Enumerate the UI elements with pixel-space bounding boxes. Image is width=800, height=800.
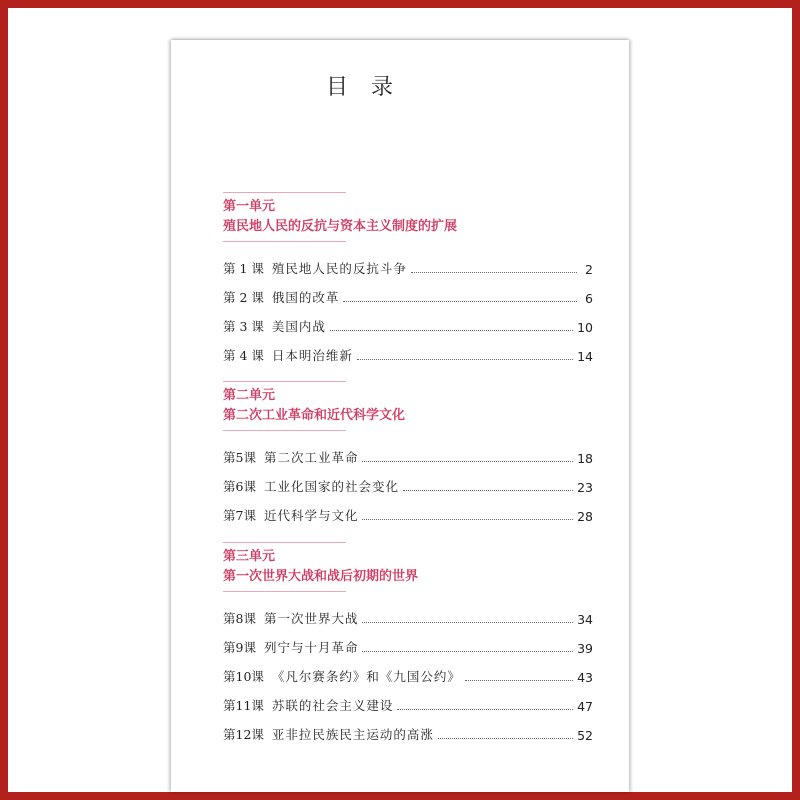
unit-divider-bottom (223, 241, 346, 242)
lesson-page: 6 (585, 291, 593, 306)
lesson-number: 第12课 (223, 727, 264, 742)
lesson-page: 10 (577, 320, 593, 335)
lesson-title: 《凡尔赛条约》和《九国公约》 (271, 669, 461, 684)
lesson-entry[interactable] (223, 306, 593, 335)
lesson-number: 第5课 (223, 450, 256, 465)
lesson-page: 43 (577, 670, 593, 685)
unit-title: 殖民地人民的反抗与资本主义制度的扩展 (223, 219, 458, 234)
leader-dots (362, 519, 573, 520)
unit-label: 第二单元 (223, 388, 276, 403)
lesson-entry[interactable] (223, 466, 593, 495)
lesson-title: 第二次工业革命 (263, 450, 359, 465)
unit-divider-bottom (223, 591, 346, 592)
unit-divider-top (223, 381, 346, 382)
lesson-page: 28 (577, 509, 593, 524)
leader-dots (362, 622, 573, 623)
lesson-title: 日本明治维新 (271, 348, 353, 363)
lesson-entry[interactable] (223, 335, 593, 364)
unit-2 (223, 381, 593, 524)
lesson-title: 第一次世界大战 (263, 611, 359, 626)
unit-label: 第三单元 (223, 549, 276, 564)
lesson-number: 第 1 课 (223, 261, 264, 276)
lesson-title: 苏联的社会主义建设 (271, 698, 394, 713)
lesson-entry[interactable] (223, 495, 593, 524)
leader-dots (357, 359, 573, 360)
leader-dots (403, 490, 573, 491)
lesson-number: 第10课 (223, 669, 264, 684)
lesson-entry[interactable] (223, 437, 593, 466)
lesson-number: 第9课 (223, 640, 256, 655)
leader-dots (362, 651, 573, 652)
lesson-page: 47 (577, 699, 593, 714)
leader-dots (330, 330, 573, 331)
unit-3 (223, 542, 593, 743)
unit-label: 第一单元 (223, 199, 276, 214)
lesson-entry[interactable] (223, 627, 593, 656)
lesson-title: 列宁与十月革命 (263, 640, 359, 655)
leader-dots (397, 709, 573, 710)
lesson-page: 39 (577, 641, 593, 656)
lesson-list (223, 248, 593, 364)
lesson-page: 34 (577, 612, 593, 627)
lesson-number: 第 2 课 (223, 290, 264, 305)
lesson-page: 18 (577, 451, 593, 466)
leader-dots (438, 738, 573, 739)
lesson-number: 第11课 (223, 698, 264, 713)
unit-divider-bottom (223, 430, 346, 431)
lesson-title: 美国内战 (271, 319, 326, 334)
leader-dots (362, 461, 573, 462)
lesson-title: 工业化国家的社会变化 (263, 479, 399, 494)
unit-1 (223, 192, 593, 364)
leader-dots (465, 680, 573, 681)
lesson-entry[interactable] (223, 598, 593, 627)
lesson-title: 殖民地人民的反抗斗争 (271, 261, 407, 276)
lesson-page: 2 (585, 262, 593, 277)
page-title: 目 录 (326, 75, 401, 100)
lesson-title: 俄国的改革 (271, 290, 340, 305)
lesson-list (223, 437, 593, 524)
lesson-page: 23 (577, 480, 593, 495)
lesson-page: 52 (577, 728, 593, 743)
unit-title: 第二次工业革命和近代科学文化 (223, 408, 406, 423)
lesson-entry[interactable] (223, 277, 593, 306)
lesson-title: 亚非拉民族民主运动的高涨 (271, 727, 434, 742)
unit-divider-top (223, 192, 346, 193)
leader-dots (343, 301, 577, 302)
lesson-number: 第6课 (223, 479, 256, 494)
lesson-entry[interactable] (223, 714, 593, 743)
unit-title: 第一次世界大战和战后初期的世界 (223, 569, 419, 584)
leader-dots (411, 272, 577, 273)
lesson-list (223, 598, 593, 743)
lesson-page: 14 (577, 349, 593, 364)
lesson-title: 近代科学与文化 (263, 508, 359, 523)
lesson-entry[interactable] (223, 248, 593, 277)
lesson-number: 第7课 (223, 508, 256, 523)
toc-page (171, 40, 629, 792)
unit-divider-top (223, 542, 346, 543)
lesson-number: 第8课 (223, 611, 256, 626)
lesson-entry[interactable] (223, 685, 593, 714)
lesson-number: 第 4 课 (223, 348, 264, 363)
lesson-number: 第 3 课 (223, 319, 264, 334)
lesson-entry[interactable] (223, 656, 593, 685)
